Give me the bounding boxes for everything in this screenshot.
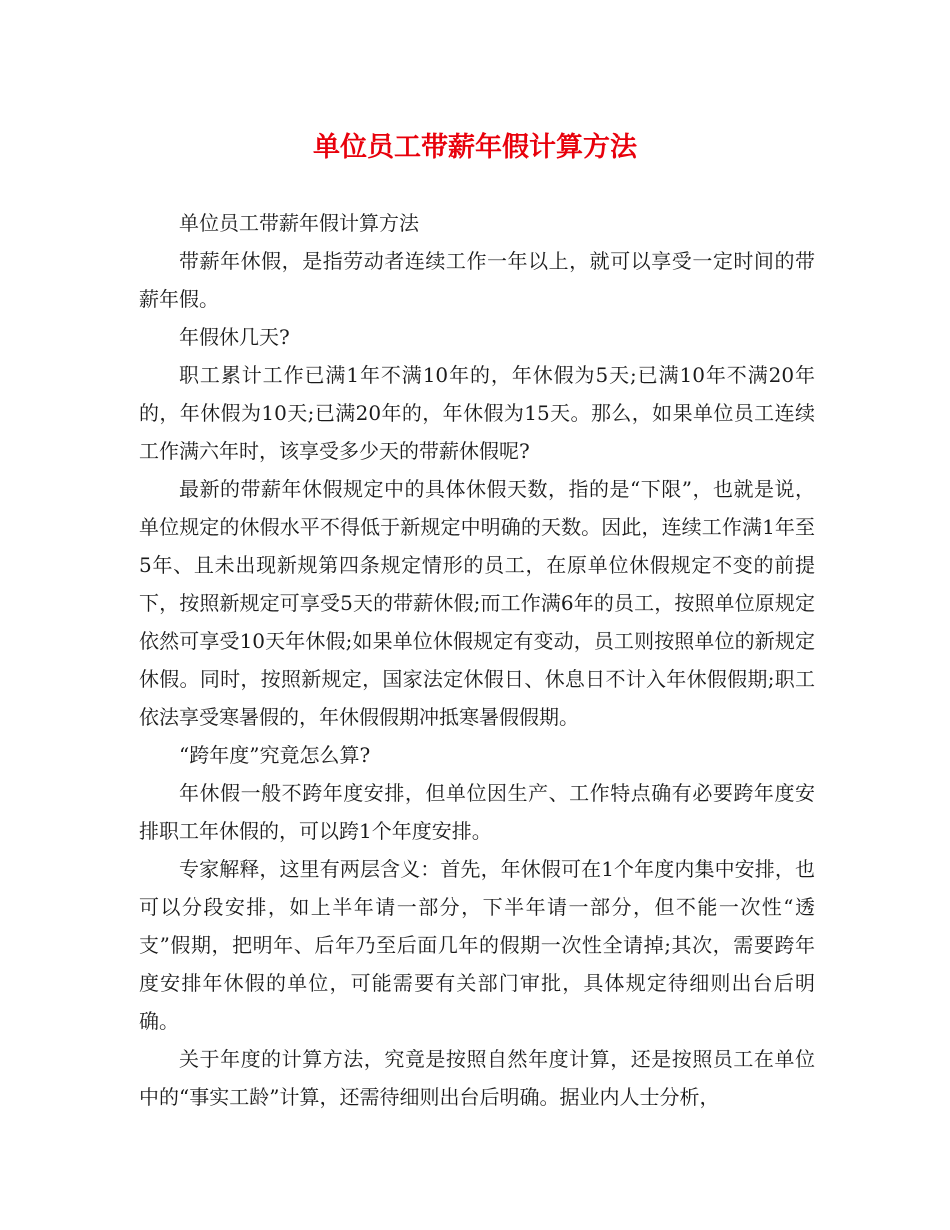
- paragraph-question-cross-year: “跨年度”究竟怎么算?: [179, 743, 371, 767]
- paragraph-definition: 带薪年休假，是指劳动者连续工作一年以上，就可以享受一定时间的带薪年假。: [139, 249, 815, 311]
- paragraph-subtitle: 单位员工带薪年假计算方法: [179, 211, 419, 235]
- paragraph-lower-limit: 最新的带薪年休假规定中的具体休假天数，指的是“下限”，也就是说，单位规定的休假水平不得低于新规定中明确的天数。因此，连续工作满1年至5年、且未出现新规第四条规定情形的员工，在原单位休假规定不变的前提下，按照新规定可享受5天的带薪休假;而工作满6年的员工，按照单位原规定依然可享受10天年休假;如果单位休假规定有变动，员工则按照单位的新规定休假。同时，按照新规定，国家法定休假日、休息日不计入年休假假期;职工依法享受寒暑假的，年休假假期冲抵寒暑假假期。: [139, 477, 815, 729]
- paragraph-question-days: 年假休几天?: [179, 325, 290, 349]
- paragraph-year-calculation: 关于年度的计算方法，究竟是按照自然年度计算，还是按照员工在单位中的“事实工龄”计算，还需待细则出台后明确。据业内人士分析，: [139, 1047, 815, 1109]
- document-title: 单位员工带薪年假计算方法: [313, 132, 637, 163]
- document-body: [139, 204, 815, 1116]
- paragraph-days-rules: 职工累计工作已满1年不满10年的，年休假为5天;已满10年不满20年的，年休假为10天;已满20年的，年休假为15天。那么，如果单位员工连续工作满六年时，该享受多少天的带薪休假呢?: [139, 363, 815, 463]
- paragraph-cross-year-rule: 年休假一般不跨年度安排，但单位因生产、工作特点确有必要跨年度安排职工年休假的，可以跨1个年度安排。: [139, 781, 815, 843]
- paragraph-expert-explanation: 专家解释，这里有两层含义：首先，年休假可在1个年度内集中安排，也可以分段安排，如上半年请一部分，下半年请一部分，但不能一次性“透支”假期，把明年、后年乃至后面几年的假期一次性全请掉;其次，需要跨年度安排年休假的单位，可能需要有关部门审批，具体规定待细则出台后明确。: [139, 857, 815, 1033]
